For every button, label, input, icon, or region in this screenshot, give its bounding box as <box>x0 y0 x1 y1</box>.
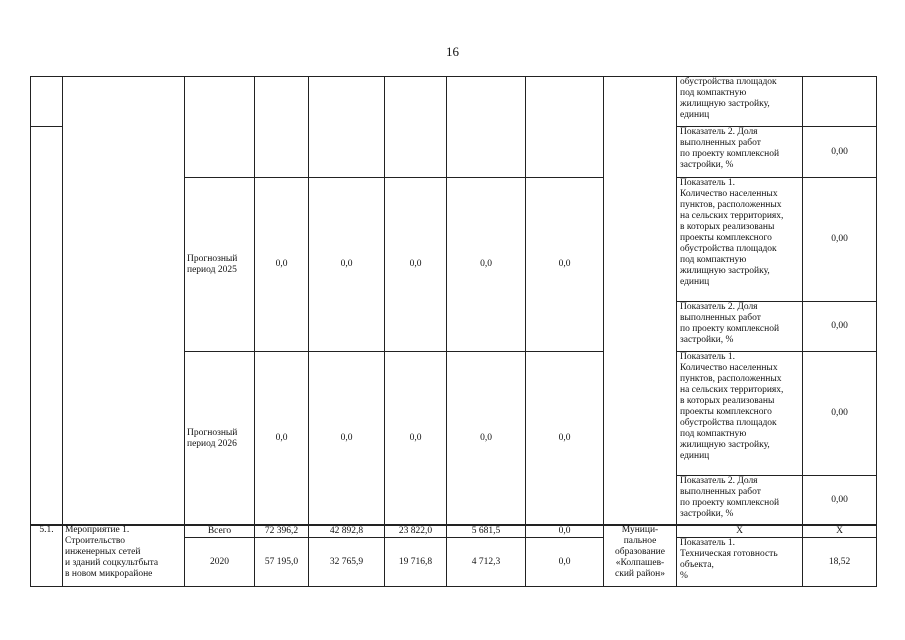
amount-cell: 0,0 <box>385 352 447 526</box>
indicator-value: 0,00 <box>803 352 877 476</box>
cell-v4 <box>447 77 526 178</box>
cell-v3 <box>385 77 447 178</box>
amount-cell: 0,0 <box>526 352 604 526</box>
cell-v5 <box>526 77 604 178</box>
executor: Муници- пальное образование «Колпашев- ский район» <box>604 525 677 587</box>
amount-cell: 0,0 <box>447 178 526 352</box>
indicator-text: обустройства площадок под компактную жилищную застройку, единиц <box>677 77 803 127</box>
amount-cell: 72 396,2 <box>255 525 309 538</box>
activity-table <box>30 524 877 587</box>
activity-name: Мероприятие 1. Строительство инженерных сетей и зданий соцкультбыта в новом микрорайоне <box>63 525 185 587</box>
cell-name <box>63 77 185 526</box>
cell-num <box>31 77 63 127</box>
indicator-value: 0,00 <box>803 302 877 352</box>
amount-cell: 23 822,0 <box>385 525 447 538</box>
cell-v1 <box>255 77 309 178</box>
table-row <box>31 525 877 538</box>
program-table <box>30 76 877 526</box>
indicator-value: 0,00 <box>803 127 877 178</box>
amount-cell: 0,0 <box>309 352 385 526</box>
cell-executor <box>604 77 677 526</box>
period-label: Прогнозный период 2026 <box>185 352 255 526</box>
indicator-value <box>803 77 877 127</box>
indicator-text: Показатель 2. Доля выполненных работ по проекту комплексной застройки, % <box>677 127 803 178</box>
period-label: Прогнозный период 2025 <box>185 178 255 352</box>
indicator-text: Показатель 1. Количество населенных пунктов, расположенных на сельских территориях, в которых реализованы проекты комплексного обустройства площадок под компактную жилищную застройку, единиц <box>677 178 803 302</box>
amount-cell: 4 712,3 <box>447 538 526 587</box>
page-number: 16 <box>446 44 459 59</box>
period-label: Всего <box>185 525 255 538</box>
period-label: 2020 <box>185 538 255 587</box>
amount-cell: 0,0 <box>255 178 309 352</box>
indicator-text: Показатель 1. Количество населенных пунктов, расположенных на сельских территориях, в которых реализованы проекты комплексного обустройства площадок под компактную жилищную застройку, единиц <box>677 352 803 476</box>
indicator-value: 18,52 <box>803 538 877 587</box>
amount-cell: 0,0 <box>447 352 526 526</box>
amount-cell: 0,0 <box>526 538 604 587</box>
amount-cell: 0,0 <box>255 352 309 526</box>
cell-v2 <box>309 77 385 178</box>
amount-cell: 0,0 <box>385 178 447 352</box>
amount-cell: 19 716,8 <box>385 538 447 587</box>
row-number: 5.1. <box>31 525 63 587</box>
indicator-value: 0,00 <box>803 476 877 526</box>
amount-cell: 57 195,0 <box>255 538 309 587</box>
amount-cell: 0,0 <box>309 178 385 352</box>
amount-cell: 32 765,9 <box>309 538 385 587</box>
indicator-text: Показатель 2. Доля выполненных работ по проекту комплексной застройки, % <box>677 476 803 526</box>
indicator-text: X <box>677 525 803 538</box>
amount-cell: 42 892,8 <box>309 525 385 538</box>
cell-num <box>31 127 63 526</box>
table-row <box>31 77 877 127</box>
indicator-text: Показатель 2. Доля выполненных работ по проекту комплексной застройки, % <box>677 302 803 352</box>
amount-cell: 5 681,5 <box>447 525 526 538</box>
indicator-value: 0,00 <box>803 178 877 302</box>
indicator-value: X <box>803 525 877 538</box>
cell-period <box>185 77 255 178</box>
amount-cell: 0,0 <box>526 178 604 352</box>
amount-cell: 0,0 <box>526 525 604 538</box>
indicator-text: Показатель 1. Техническая готовность объекта, % <box>677 538 803 587</box>
